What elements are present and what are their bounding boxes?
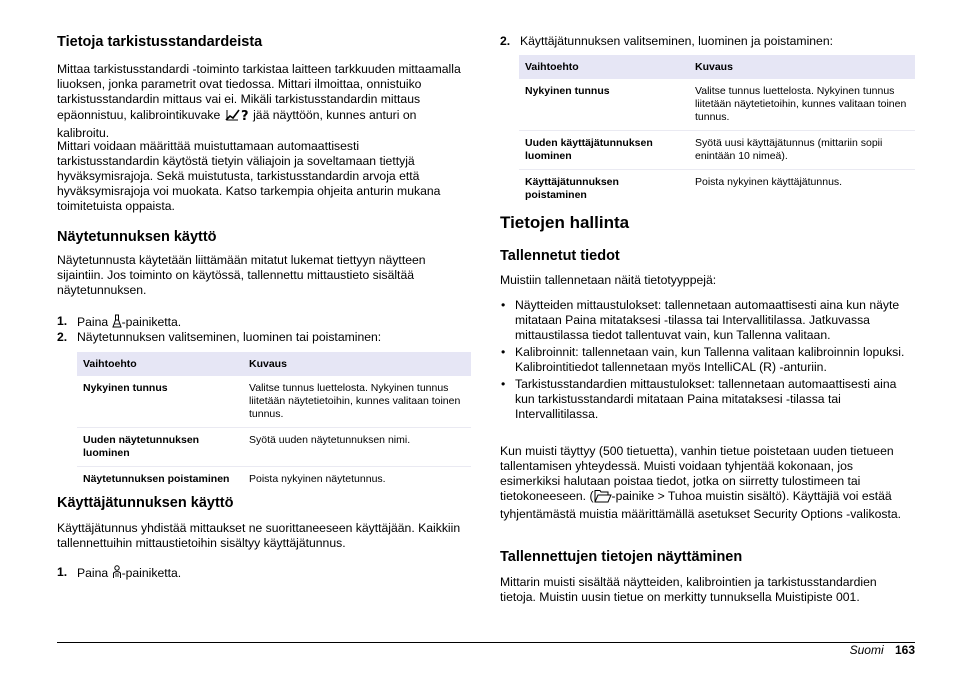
table-row: [77, 428, 471, 467]
column-header: Kuvaus: [689, 55, 915, 79]
page-number: 163: [894, 643, 915, 657]
table-header-row: [77, 352, 471, 376]
table-row: [77, 376, 471, 428]
show-stored-data-heading: Tallennettujen tietojen näyttäminen: [500, 549, 743, 565]
option-cell: Uuden näytetunnuksen luominen: [77, 428, 243, 467]
sample-id-heading: Näytetunnuksen käyttö: [57, 229, 217, 245]
stored-data-heading: Tallennetut tiedot: [500, 248, 620, 264]
option-cell: Nykyinen tunnus: [519, 79, 689, 131]
step-text: Paina: [77, 315, 109, 329]
description-cell: Syötä uusi käyttäjätunnus (mittariin sopii enintään 10 nimeä).: [689, 131, 915, 170]
description-cell: Syötä uuden näytetunnuksen nimi.: [243, 428, 471, 467]
footer-language: Suomi: [849, 643, 884, 657]
check-standard-paragraph-2: Mittari voidaan määrittää muistuttamaan automaattisesti tarkistusstandardin käytöstä tietyin väliajoin ja soveltamaan tiettyjä hyväksymisrajoja. Sekä muistutusta, tarkistusstandardin arvoja että hyväksymisrajoja voi muokata. Katso tarkempia ohjeita anturin mukana toimitetuista oppaista.: [57, 139, 441, 213]
stored-data-intro: Muistiin tallennetaan näitä tietotyyppejä:: [500, 273, 717, 287]
step-number: 1.: [57, 565, 68, 579]
user-id-button-icon: [112, 565, 122, 584]
show-stored-data-paragraph: Mittarin muisti sisältää näytteiden, kalibrointien ja tarkistusstandardien tietoja. Muistin uusin tietue on merkitty tunnuksella Muistipiste 001.: [500, 575, 877, 604]
user-id-heading: Käyttäjätunnuksen käyttö: [57, 495, 234, 511]
option-cell: Uuden käyttäjätunnuksen luominen: [519, 131, 689, 170]
footer-divider: [57, 642, 915, 643]
option-cell: Käyttäjätunnuksen poistaminen: [525, 176, 619, 201]
memory-text-a: Kun muisti täyttyy (500 tietuetta), vanhin tietue poistetaan uuden tietueen tallentamisen yhteydessä. Muisti voidaan tyhjentää kokonaan, jos esimerkiksi halutaan poistaa tiedot, jotka on siirretty tulostimeen tai tietokoneeseen. (: [500, 444, 894, 503]
description-cell: Valitse tunnus luettelosta. Nykyinen tunnus liitetään näytetietoihin, kunnes valitaan toinen tunnus.: [689, 79, 915, 131]
step-number: 2.: [57, 330, 68, 344]
page-footer: [850, 643, 915, 658]
step-text: Käyttäjätunnuksen valitseminen, luominen ja poistaminen:: [520, 34, 833, 48]
list-item: • Kalibroinnit: tallennetaan vain, kun Tallenna valitaan kalibroinnin lopuksi. Kalibrointitiedot tallennetaan myös IntelliCAL (R) -anturiin.: [500, 345, 905, 375]
table-row: [519, 170, 915, 209]
user-id-paragraph: Käyttäjätunnus yhdistää mittaukset ne suorittaneeseen käyttäjään. Kaikkiin tallennettuihin mittaustietoihin sisältyy käyttäjätunnus.: [57, 521, 461, 550]
folder-icon: [594, 489, 612, 507]
step-text: Näytetunnuksen valitseminen, luominen tai poistaminen:: [77, 330, 382, 344]
option-cell: Näytetunnuksen poistaminen: [83, 473, 230, 485]
stored-data-list: [500, 298, 905, 424]
sample-id-step-2: [57, 330, 472, 345]
check-standard-paragraph-1: [57, 62, 465, 141]
data-management-heading: Tietojen hallinta: [500, 213, 630, 232]
check-standard-text-b: jää näyttöön, kunnes anturi on kalibroitu.: [57, 108, 417, 140]
memory-paragraph: [500, 444, 910, 522]
table-row: [519, 79, 915, 131]
description-cell: Valitse tunnus luettelosta. Nykyinen tunnus liitetään näytetietoihin, kunnes valitaan toinen tunnus.: [243, 376, 471, 428]
svg-text:?: ?: [240, 109, 249, 122]
sample-id-paragraph: Näytetunnusta käytetään liittämään mitatut lukemat tiettyyn näytteen sijaintiin. Jos toiminto on käytössä, tallennettu mittaustieto sisältää näytetunnuksen.: [57, 253, 426, 297]
description-cell: Poista nykyinen näytetunnus.: [249, 473, 386, 485]
check-standard-text-a: Mittaa tarkistusstandardi -toiminto tarkistaa laitteen tarkkuuden mittaamalla liuoksen, jonka parametrit ovat tiedossa. Mittari ilmoittaa, onnistuiko tarkistusstandardin mittaus vai ei. Mikäli tarkistusstandardin mittaus epäonnistuu, kalibrointikuvake: [57, 62, 461, 122]
option-cell: Nykyinen tunnus: [77, 376, 243, 428]
list-item: • Näytteiden mittaustulokset: tallennetaan automaattisesti aina kun näyte mitataan Paina mitataksesi -tilassa tai Intervallitilassa. Jatkuvassa mittaustilassa tiedot tallentuvat vain, kun Tallenna valitaan.: [500, 298, 905, 343]
description-cell: Poista nykyinen käyttäjätunnus.: [695, 176, 843, 188]
table-row: [519, 131, 915, 170]
step-text-suffix: -painiketta.: [121, 315, 182, 329]
column-header: Vaihtoehto: [519, 55, 689, 79]
column-header: Vaihtoehto: [77, 352, 243, 376]
column-header: Kuvaus: [243, 352, 471, 376]
calibration-icon: [224, 107, 250, 126]
check-standard-heading: Tietoja tarkistusstandardeista: [57, 34, 263, 50]
step-number: 2.: [500, 34, 511, 48]
user-id-step-2: [500, 34, 915, 49]
user-id-step-1: [57, 565, 472, 584]
user-id-options-table: [519, 55, 915, 208]
memory-text-b: -painike > Tuhoa muistin sisältö). Käyttäjiä voi estää tyhjentämästä muistia määrittämällä asetukset Security Options -valikosta.: [500, 489, 901, 521]
step-text-suffix: -painiketta.: [121, 566, 182, 580]
step-number: 1.: [57, 314, 68, 328]
sample-id-options-table: [77, 352, 471, 492]
table-row: [77, 467, 471, 493]
table-header-row: [519, 55, 915, 79]
list-item: • Tarkistusstandardien mittaustulokset: tallennetaan automaattisesti aina kun tarkistusstandardi mitataan Paina mitataksesi -tilassa tai Intervallitilassa.: [500, 377, 905, 422]
step-text: Paina: [77, 566, 109, 580]
